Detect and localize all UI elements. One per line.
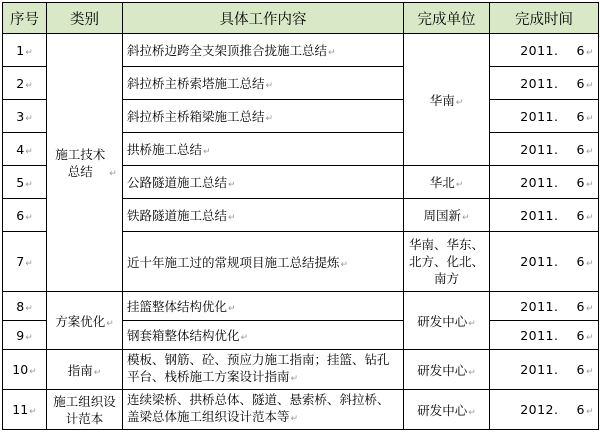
content-cell [123,321,404,350]
category-guide: 指南 [67,362,93,378]
seq-value: 3 [16,108,25,124]
time-year: 2011. [520,207,559,223]
seq-cell [3,166,47,199]
unit-cell [404,166,490,199]
time-cell [490,100,599,133]
content-cell [123,100,404,133]
unit-huanan: 华南 [429,92,455,108]
unit-cell [404,199,490,232]
seq-cell [3,350,47,390]
content-cell [123,350,404,390]
paragraph-mark-icon: ↵ [203,147,211,157]
unit-rd2: 研发中心 [417,362,468,378]
content-value: 钢套箱整体结构优化 [127,328,240,343]
content-cell [123,199,404,232]
time-month: 6 [576,75,585,91]
header-content: 具体工作内容 [123,3,404,34]
content-value: 连续梁桥、拱桥总体、隧道、悬索桥、斜拉桥、盖梁总体施工组织设计范本等 [127,392,390,424]
paragraph-mark-icon: ↵ [25,179,33,190]
table-row [3,390,599,430]
paragraph-mark-icon: ↵ [585,367,594,377]
seq-cell [3,390,47,430]
paragraph-mark-icon: ↵ [25,332,33,343]
table-row [3,350,599,390]
time-cell [490,350,599,390]
paragraph-mark-icon: ↵ [29,407,37,417]
paragraph-mark-icon: ↵ [585,332,594,343]
time-cell [490,390,599,430]
unit-rd3: 研发中心 [417,402,468,418]
time-month: 6 [576,42,585,58]
unit-multi: 华南、华东、北方、化北、南方 [408,237,484,286]
seq-cell [3,199,47,232]
time-cell [490,133,599,166]
seq-cell [3,34,47,67]
paragraph-mark-icon: ↵ [585,407,594,417]
time-month: 6 [576,254,585,269]
time-month: 6 [576,141,585,157]
seq-value: 6 [16,207,25,223]
content-value: 斜拉桥主桥索塔施工总结 [127,76,265,91]
unit-huabei: 华北 [429,175,455,190]
paragraph-mark-icon: ↵ [25,80,33,91]
paragraph-mark-icon: ↵ [585,212,594,223]
paragraph-mark-icon: ↵ [328,48,336,58]
paragraph-mark-icon: ↵ [290,414,299,424]
paragraph-mark-icon: ↵ [585,259,594,269]
seq-value: 10 [12,362,29,377]
unit-cell [404,232,490,292]
header-seq: 序号 [3,3,47,34]
time-year: 2011. [520,141,559,157]
time-cell [490,34,599,67]
unit-cell [404,34,490,166]
paragraph-mark-icon: ↵ [228,180,236,190]
category-plan: 方案优化 [55,313,106,329]
seq-value: 1 [16,42,25,58]
seq-cell [3,292,47,321]
time-year: 2011. [520,327,559,343]
category-cell [47,350,123,390]
paragraph-mark-icon: ↵ [455,97,464,108]
paragraph-mark-icon: ↵ [25,47,33,58]
paragraph-mark-icon: ↵ [585,179,594,190]
time-year: 2011. [520,75,559,91]
content-value: 挂篮整体结构优化 [127,299,228,314]
table-row [3,292,599,321]
header-category: 类别 [47,3,123,34]
seq-cell [3,100,47,133]
unit-cell [404,292,490,350]
unit-rd1: 研发中心 [417,313,468,329]
paragraph-mark-icon: ↵ [106,318,114,329]
paragraph-mark-icon: ↵ [93,367,102,378]
time-month: 6 [576,298,585,314]
content-value: 模板、钢筋、砼、预应力施工指南；挂篮、钻孔平台、栈桥施工方案设计指南 [127,352,390,384]
time-month: 6 [576,327,585,343]
table-row [3,34,599,67]
paragraph-mark-icon: ↵ [290,374,299,384]
category-summary: 施工技术总结 [55,146,106,179]
time-year: 2011. [520,42,559,58]
time-year: 2012. [520,402,559,417]
work-schedule-table [2,2,599,430]
time-year: 2011. [520,108,559,124]
seq-value: 11 [12,402,29,417]
paragraph-mark-icon: ↵ [340,259,349,270]
paragraph-mark-icon: ↵ [585,80,594,91]
seq-value: 2 [16,75,25,91]
paragraph-mark-icon: ↵ [265,114,274,124]
unit-zhouguoxin: 周国新 [423,208,461,223]
paragraph-mark-icon: ↵ [455,180,464,190]
category-cell [47,34,123,292]
time-year: 2011. [520,254,559,269]
time-month: 6 [576,174,585,190]
time-cell [490,67,599,100]
category-template: 施工组织设计范本 [53,393,116,426]
paragraph-mark-icon: ↵ [25,146,33,157]
paragraph-mark-icon: ↵ [228,304,236,314]
paragraph-mark-icon: ↵ [585,47,594,58]
time-month: 6 [576,402,585,417]
paragraph-mark-icon: ↵ [240,333,249,343]
content-value: 拱桥施工总结 [127,142,203,157]
header-row [3,3,599,34]
paragraph-mark-icon: ↵ [228,213,236,223]
paragraph-mark-icon: ↵ [109,168,117,179]
time-year: 2011. [520,174,559,190]
unit-cell [404,390,490,430]
paragraph-mark-icon: ↵ [25,259,33,269]
paragraph-mark-icon: ↵ [265,81,274,91]
paragraph-mark-icon: ↵ [468,407,476,418]
time-month: 6 [576,362,585,377]
paragraph-mark-icon: ↵ [585,146,594,157]
header-unit: 完成单位 [404,3,490,34]
seq-cell [3,232,47,292]
content-cell [123,34,404,67]
content-value: 斜拉桥边跨全支架顶推合拢施工总结 [127,43,328,58]
paragraph-mark-icon: ↵ [25,113,33,124]
time-month: 6 [576,108,585,124]
paragraph-mark-icon: ↵ [585,113,594,124]
content-cell [123,166,404,199]
unit-cell [404,350,490,390]
seq-cell [3,321,47,350]
category-cell [47,292,123,350]
time-month: 6 [576,207,585,223]
content-value: 近十年施工过的常规项目施工总结提炼 [127,254,340,270]
time-cell [490,199,599,232]
time-cell [490,232,599,292]
seq-value: 4 [16,141,25,157]
category-cell [47,390,123,430]
seq-value: 9 [16,327,25,343]
seq-cell [3,133,47,166]
time-cell [490,321,599,350]
paragraph-mark-icon: ↵ [25,303,33,314]
paragraph-mark-icon: ↵ [468,367,476,378]
time-year: 2011. [520,362,559,377]
seq-cell [3,67,47,100]
time-cell [490,292,599,321]
paragraph-mark-icon: ↵ [25,212,33,223]
paragraph-mark-icon: ↵ [585,303,594,314]
paragraph-mark-icon: ↵ [468,318,476,329]
content-value: 斜拉桥主桥箱梁施工总结 [127,109,265,124]
content-value: 铁路隧道施工总结 [127,208,228,223]
seq-value: 8 [16,298,25,314]
content-cell [123,390,404,430]
content-value: 公路隧道施工总结 [127,175,228,190]
seq-value: 5 [16,174,25,190]
content-cell [123,67,404,100]
paragraph-mark-icon: ↵ [29,367,37,377]
time-cell [490,166,599,199]
seq-value: 7 [16,254,25,269]
header-time: 完成时间 [490,3,599,34]
content-cell [123,292,404,321]
paragraph-mark-icon: ↵ [461,213,470,223]
content-cell [123,232,404,292]
time-year: 2011. [520,298,559,314]
content-cell [123,133,404,166]
